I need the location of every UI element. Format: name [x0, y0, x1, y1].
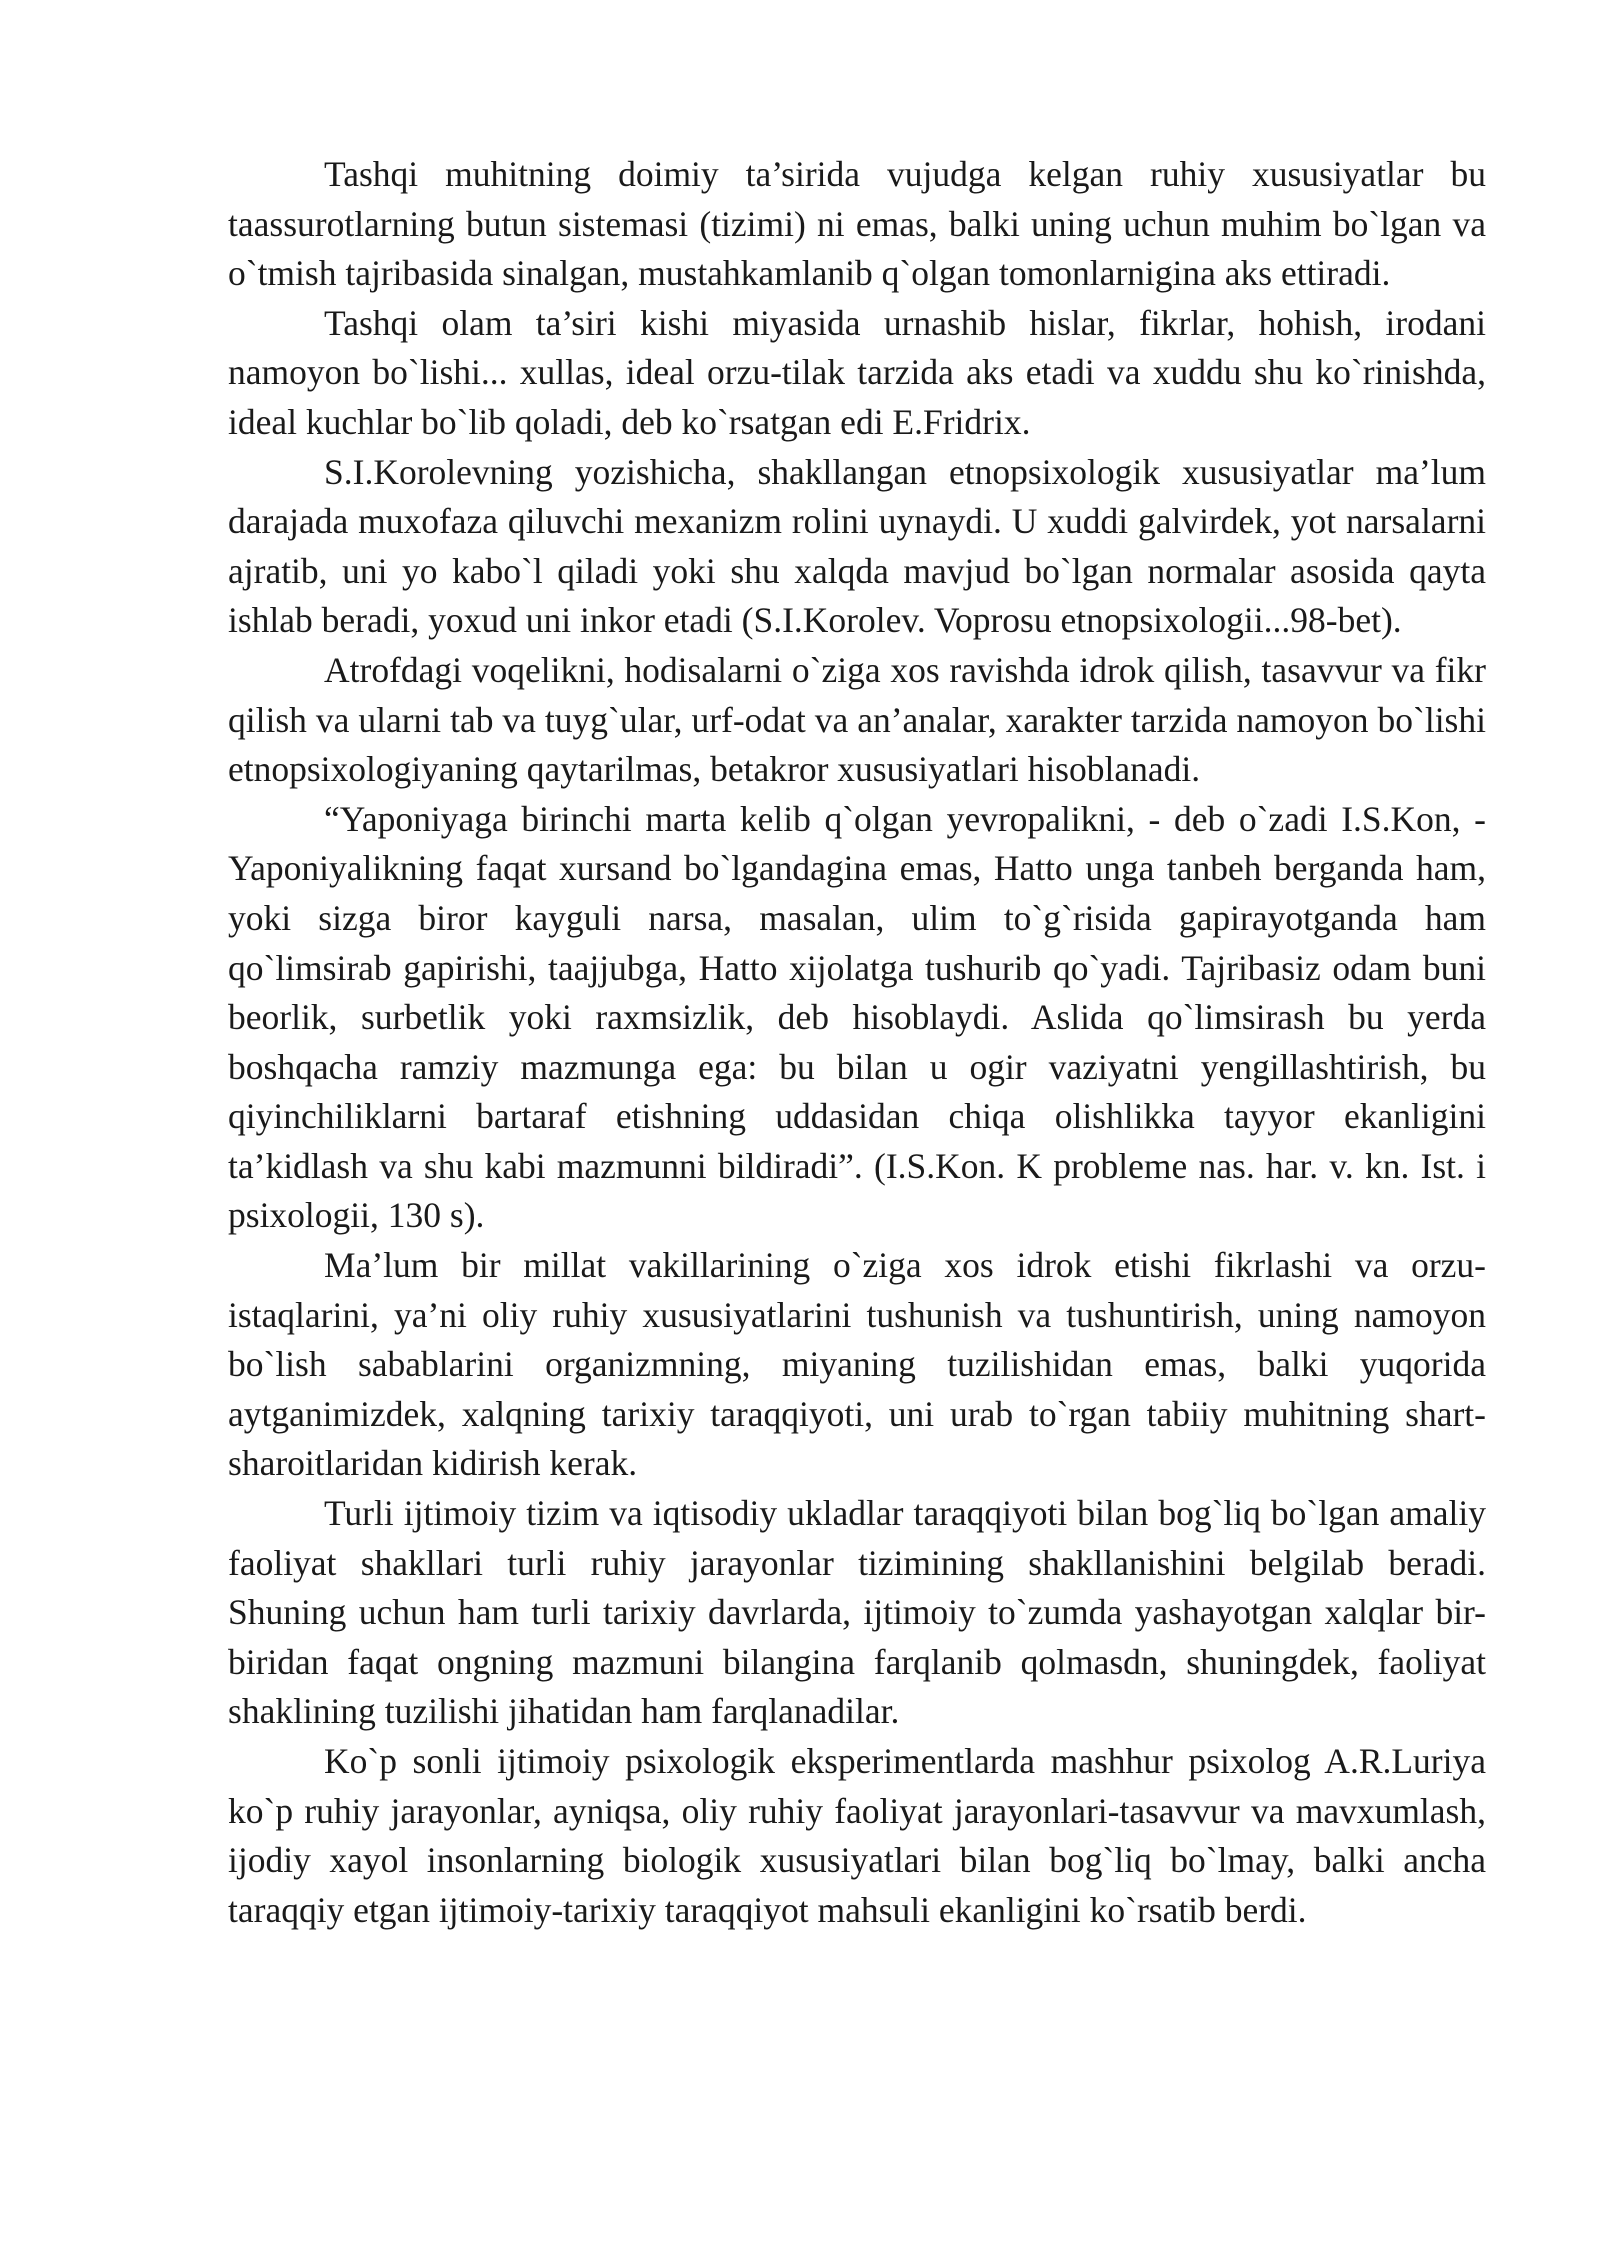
- paragraph: Atrofdagi voqelikni, hodisalarni o`ziga xos ravishda idrok qilish, tasavvur va fikr qilish va ularni tab va tuyg`ular, urf-odat va an’analar, xarakter tarzida namoyon bo`lishi etnopsixologiyaning qaytarilmas, betakror xususiyatlari hisoblanadi.: [228, 649, 1486, 790]
- paragraph: Ko`p sonli ijtimoiy psixologik eksperimentlarda mashhur psixolog A.R.Luriya ko`p ruhiy jarayonlar, ayniqsa, oliy ruhiy faoliyat jarayonlari-tasavvur va mavxumlash, ijodiy xayol insonlarning biologik xususiyatlari bilan bog`liq bo`lmay, balki ancha taraqqiy etgan ijtimoiy-tarixiy taraqqiyot mahsuli ekanligini ko`rsatib berdi.: [228, 1741, 1486, 1930]
- document-page: [228, 150, 1486, 1935]
- paragraph: Ma’lum bir millat vakillarining o`ziga xos idrok etishi fikrlashi va orzu-istaqlarini, ya’ni oliy ruhiy xususiyatlarini tushunish va tushuntirish, uning namoyon bo`lish sabablarini organizmning, miyaning tuzilishidan emas, balki yuqorida aytganimizdek, xalqning tarixiy taraqqiyoti, uni urab to`rgan tabiiy muhitning shart-sharoitlaridan kidirish kerak.: [228, 1245, 1486, 1484]
- paragraph: S.I.Korolevning yozishicha, shakllangan etnopsixologik xususiyatlar ma’lum darajada muxofaza qiluvchi mexanizm rolini uynaydi. U xuddi galvirdek, yot narsalarni ajratib, uni yo kabo`l qiladi yoki shu xalqda mavjud bo`lgan normalar asosida qayta ishlab beradi, yoxud uni inkor etadi (S.I.Korolev. Voprosu etnopsixologii...98-bet).: [228, 451, 1486, 641]
- paragraph: “Yaponiyaga birinchi marta kelib q`olgan yevropalikni, - deb o`zadi I.S.Kon, - Yaponiyalikning faqat xursand bo`lgandagina emas, Hatto unga tanbeh berganda ham, yoki sizga biror kayguli narsa, masalan, ulim to`g`risida gapirayotganda ham qo`limsirab gapirishi, taajjubga, Hatto xijolatga tushurib qo`yadi. Tajribasiz odam buni beorlik, surbetlik yoki raxmsizlik, deb hisoblaydi. Aslida qo`limsirash bu yerda boshqacha ramziy mazmunga ega: bu bilan u ogir vaziyatni yengillashtirish, bu qiyinchiliklarni bartaraf etishning uddasidan chiqa olishlikka tayyor ekanligini ta’kidlash va shu kabi mazmunni bildiradi”. (I.S.Kon. K probleme nas. har. v. kn. Ist. i psixologii, 130 s).: [228, 798, 1486, 1236]
- paragraph: Tashqi olam ta’siri kishi miyasida urnashib hislar, fikrlar, hohish, irodani namoyon bo`lishi... xullas, ideal orzu-tilak tarzida aks etadi va xuddu shu ko`rinishda, ideal kuchlar bo`lib qoladi, deb ko`rsatgan edi E.Fridrix.: [228, 302, 1486, 442]
- paragraph: Tashqi muhitning doimiy ta’sirida vujudga kelgan ruhiy xususiyatlar bu taassurotlarning butun sistemasi (tizimi) ni emas, balki uning uchun muhim bo`lgan va o`tmish tajribasida sinalgan, mustahkamlanib q`olgan tomonlarnigina aks ettiradi.: [228, 154, 1486, 294]
- paragraph: Turli ijtimoiy tizim va iqtisodiy ukladlar taraqqiyoti bilan bog`liq bo`lgan amaliy faoliyat shakllari turli ruhiy jarayonlar tizimining shakllanishini belgilab beradi. Shuning uchun ham turli tarixiy davrlarda, ijtimoiy to`zumda yashayotgan xalqlar bir-biridan faqat ongning mazmuni bilangina farqlanib qolmasdn, shuningdek, faoliyat shaklining tuzilishi jihatidan ham farqlanadilar.: [228, 1493, 1486, 1732]
